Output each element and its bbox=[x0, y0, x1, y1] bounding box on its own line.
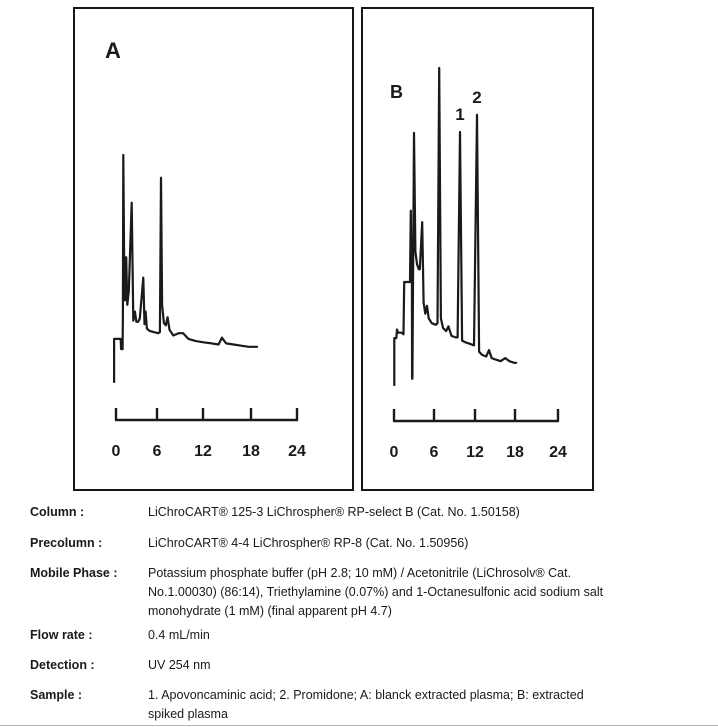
mobile-phase-label: Mobile Phase : bbox=[30, 566, 118, 580]
axis-tick-label: 6 bbox=[152, 443, 162, 460]
column-label: Column : bbox=[30, 505, 85, 519]
time-axis-ruler bbox=[115, 408, 298, 420]
sample-label: Sample : bbox=[30, 688, 83, 702]
axis-tick-label: 18 bbox=[242, 443, 260, 460]
panel-letter: B bbox=[390, 82, 403, 102]
peak-label: 2 bbox=[472, 87, 482, 107]
precolumn-value: LiChroCART® 4-4 LiChrospher® RP-8 (Cat. No. 1.50956) bbox=[148, 536, 469, 550]
info-row-flow-rate bbox=[30, 626, 698, 645]
precolumn-label: Precolumn : bbox=[30, 536, 103, 550]
panel-a-blank-plasma bbox=[73, 7, 354, 491]
mobile-phase-value: Potassium phosphate buffer (pH 2.8; 10 mM) / Acetonitrile (LiChrosolv® Cat. No.1.00030) (86:14), Triethylamine (0.07%) and 1-Octanesulfonic acid sodium salt monohydrate (1 mM) (final apparent pH 4.7) bbox=[148, 566, 604, 618]
flow-rate-value: 0.4 mL/min bbox=[148, 628, 210, 642]
chromatogram-a-plot bbox=[75, 9, 352, 489]
info-row-sample bbox=[30, 686, 698, 724]
info-row-mobile-phase bbox=[30, 564, 698, 621]
column-value: LiChroCART® 125-3 LiChrospher® RP-select B (Cat. No. 1.50158) bbox=[148, 505, 520, 519]
sample-value: 1. Apovoncaminic acid; 2. Promidone; A: blanck extracted plasma; B: extracted spiked plasma bbox=[148, 688, 584, 721]
axis-tick-label: 12 bbox=[194, 443, 212, 460]
info-row-precolumn bbox=[30, 534, 698, 553]
chromatogram-b-plot bbox=[363, 9, 592, 489]
bottom-divider bbox=[0, 725, 718, 726]
chromatogram-trace bbox=[114, 155, 257, 382]
peak-label: 1 bbox=[455, 105, 465, 125]
info-row-column bbox=[30, 503, 698, 522]
detection-value: UV 254 nm bbox=[148, 658, 211, 672]
detection-label: Detection : bbox=[30, 658, 95, 672]
flow-rate-label: Flow rate : bbox=[30, 628, 93, 642]
axis-tick-label: 18 bbox=[506, 444, 524, 461]
info-row-detection bbox=[30, 656, 698, 675]
axis-tick-label: 0 bbox=[111, 443, 121, 460]
axis-tick-label: 24 bbox=[549, 444, 567, 461]
panel-b-spiked-plasma bbox=[361, 7, 594, 491]
axis-tick-label: 6 bbox=[429, 444, 439, 461]
time-axis-ruler bbox=[393, 409, 559, 421]
axis-tick-label: 0 bbox=[389, 444, 399, 461]
axis-tick-label: 24 bbox=[288, 443, 306, 460]
panel-letter: A bbox=[105, 38, 121, 63]
axis-tick-label: 12 bbox=[466, 444, 484, 461]
